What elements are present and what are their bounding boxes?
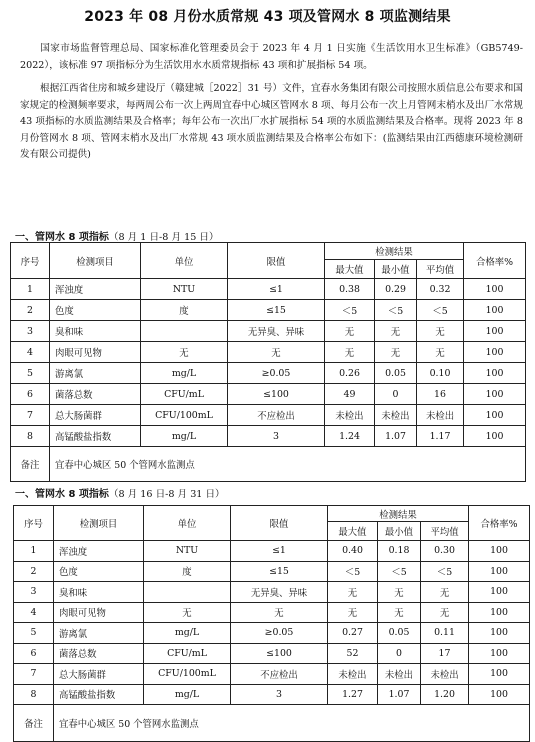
pass-rate: 100: [469, 623, 530, 644]
max-value: 52: [328, 643, 378, 664]
limit: 无: [231, 602, 328, 623]
max-value: 0.40: [328, 541, 378, 562]
max-value: 1.27: [328, 684, 378, 705]
row-no: 1: [14, 541, 54, 562]
table-row: [14, 623, 530, 644]
avg-value: 16: [417, 384, 464, 405]
header-unit: 单位: [141, 243, 228, 279]
unit: NTU: [141, 279, 228, 300]
pass-rate: 100: [469, 541, 530, 562]
limit: 无异臭、异味: [231, 582, 328, 603]
min-value: 无: [375, 342, 417, 363]
item-name: 菌落总数: [50, 384, 141, 405]
min-value: 0.29: [375, 279, 417, 300]
unit: mg/L: [141, 363, 228, 384]
min-value: 0.05: [375, 363, 417, 384]
limit: 3: [228, 426, 325, 447]
table-row: [14, 684, 530, 705]
table-2-body: [14, 541, 530, 705]
unit: NTU: [144, 541, 231, 562]
min-value: 未检出: [375, 405, 417, 426]
limit: 无异臭、异味: [228, 321, 325, 342]
min-value: ＜5: [378, 561, 421, 582]
pass-rate: 100: [469, 561, 530, 582]
table-row: [11, 426, 526, 447]
section-1-title: 一、管网水 8 项指标: [15, 232, 109, 243]
header-avg: 平均值: [421, 522, 469, 541]
unit: CFU/mL: [141, 384, 228, 405]
header-max: 最大值: [328, 522, 378, 541]
unit: [144, 582, 231, 603]
item-name: 总大肠菌群: [50, 405, 141, 426]
limit: ≤1: [228, 279, 325, 300]
row-no: 2: [11, 300, 50, 321]
min-value: 0.18: [378, 541, 421, 562]
item-name: 臭和味: [54, 582, 144, 603]
table-row: [11, 384, 526, 405]
row-no: 8: [14, 684, 54, 705]
avg-value: 无: [417, 321, 464, 342]
pass-rate: 100: [464, 300, 526, 321]
pass-rate: 100: [464, 342, 526, 363]
unit: 度: [144, 561, 231, 582]
header-rate: 合格率%: [469, 506, 530, 541]
item-name: 色度: [54, 561, 144, 582]
unit: mg/L: [141, 426, 228, 447]
table-row: [14, 541, 530, 562]
max-value: ＜5: [325, 300, 375, 321]
item-name: 臭和味: [50, 321, 141, 342]
section-1-heading: [15, 228, 219, 243]
row-no: 4: [14, 602, 54, 623]
table-row: [11, 300, 526, 321]
limit: ≤15: [228, 300, 325, 321]
remark-text: 宜春中心城区 50 个管网水监测点: [50, 447, 526, 482]
item-name: 高锰酸盐指数: [54, 684, 144, 705]
header-no: 序号: [11, 243, 50, 279]
section-1-range: （8 月 1 日-8 月 15 日）: [108, 232, 219, 243]
results-table-2: [13, 505, 530, 742]
avg-value: 0.32: [417, 279, 464, 300]
unit: mg/L: [144, 623, 231, 644]
min-value: 无: [378, 582, 421, 603]
avg-value: 无: [417, 342, 464, 363]
item-name: 浑浊度: [50, 279, 141, 300]
item-name: 菌落总数: [54, 643, 144, 664]
table-row: [14, 664, 530, 685]
row-no: 7: [14, 664, 54, 685]
limit: 无: [228, 342, 325, 363]
avg-value: 无: [421, 602, 469, 623]
row-no: 2: [14, 561, 54, 582]
table-1-body: [11, 279, 526, 447]
max-value: 未检出: [328, 664, 378, 685]
avg-value: ＜5: [421, 561, 469, 582]
row-no: 3: [14, 582, 54, 603]
max-value: 未检出: [325, 405, 375, 426]
row-no: 7: [11, 405, 50, 426]
avg-value: 1.17: [417, 426, 464, 447]
limit: ≤100: [228, 384, 325, 405]
min-value: 0: [378, 643, 421, 664]
min-value: ＜5: [375, 300, 417, 321]
intro-paragraph-2-text: 根据江西省住房和城乡建设厅（赣建城［2022］31 号）文件，宜春水务集团有限公司按照水质信息公布要求和国家规定的检测频率要求，每两周公布一次上两周宜春中心城区管网水 8 项、每月公布一次上月管网末梢水及出厂水常规 43 项指标的水质监测结果及合格率；每年公布一次出厂水扩展指标 54 项的水质监测结果及合格率。现将 2023 年 8 月份管网水 8 项、管网末梢水及出厂水常规 43 项水质监测结果及合格率公布如下：(监测结果由江西德康环境检测研发有限公司提供): [20, 83, 523, 161]
max-value: 49: [325, 384, 375, 405]
min-value: 未检出: [378, 664, 421, 685]
header-item: 检测项目: [54, 506, 144, 541]
pass-rate: 100: [464, 384, 526, 405]
max-value: 无: [325, 342, 375, 363]
header-result: 检测结果: [325, 243, 464, 260]
row-no: 4: [11, 342, 50, 363]
row-no: 5: [11, 363, 50, 384]
item-name: 游离氯: [54, 623, 144, 644]
row-no: 5: [14, 623, 54, 644]
row-no: 8: [11, 426, 50, 447]
unit: mg/L: [144, 684, 231, 705]
header-item: 检测项目: [50, 243, 141, 279]
item-name: 浑浊度: [54, 541, 144, 562]
remark-label: 备注: [11, 447, 50, 482]
remark-text: 宜春中心城区 50 个管网水监测点: [54, 705, 530, 742]
remark-label: 备注: [14, 705, 54, 742]
avg-value: ＜5: [417, 300, 464, 321]
avg-value: 1.20: [421, 684, 469, 705]
row-no: 6: [14, 643, 54, 664]
header-unit: 单位: [144, 506, 231, 541]
max-value: 0.26: [325, 363, 375, 384]
item-name: 肉眼可见物: [54, 602, 144, 623]
table-row: [11, 279, 526, 300]
unit: 度: [141, 300, 228, 321]
header-limit: 限值: [231, 506, 328, 541]
header-no: 序号: [14, 506, 54, 541]
results-table-1: [10, 242, 526, 482]
header-limit: 限值: [228, 243, 325, 279]
avg-value: 未检出: [421, 664, 469, 685]
header-max: 最大值: [325, 260, 375, 279]
header-result: 检测结果: [328, 506, 469, 522]
pass-rate: 100: [469, 602, 530, 623]
pass-rate: 100: [464, 321, 526, 342]
table-row: [14, 643, 530, 664]
limit: ≤1: [231, 541, 328, 562]
pass-rate: 100: [464, 405, 526, 426]
avg-value: 0.30: [421, 541, 469, 562]
pass-rate: 100: [464, 363, 526, 384]
max-value: 无: [325, 321, 375, 342]
page-title: 2023 年 08 月份水质常规 43 项及管网水 8 项监测结果: [84, 9, 451, 25]
row-no: 1: [11, 279, 50, 300]
item-name: 高锰酸盐指数: [50, 426, 141, 447]
section-2-range: （8 月 16 日-8 月 31 日）: [108, 489, 225, 500]
unit: CFU/100mL: [144, 664, 231, 685]
unit: 无: [144, 602, 231, 623]
table-row: [11, 405, 526, 426]
pass-rate: 100: [469, 664, 530, 685]
intro-paragraph-1: [20, 41, 523, 74]
row-no: 3: [11, 321, 50, 342]
max-value: 0.27: [328, 623, 378, 644]
intro-paragraph-2: [20, 81, 523, 164]
row-no: 6: [11, 384, 50, 405]
unit: CFU/mL: [144, 643, 231, 664]
table-row: [14, 602, 530, 623]
avg-value: 未检出: [417, 405, 464, 426]
table-row: [14, 582, 530, 603]
header-min: 最小值: [378, 522, 421, 541]
header-avg: 平均值: [417, 260, 464, 279]
pass-rate: 100: [464, 426, 526, 447]
max-value: 0.38: [325, 279, 375, 300]
limit: 不应检出: [228, 405, 325, 426]
section-2-title: 一、管网水 8 项指标: [15, 489, 109, 500]
avg-value: 17: [421, 643, 469, 664]
limit: 不应检出: [231, 664, 328, 685]
header-rate: 合格率%: [464, 243, 526, 279]
item-name: 总大肠菌群: [54, 664, 144, 685]
pass-rate: 100: [469, 582, 530, 603]
max-value: ＜5: [328, 561, 378, 582]
avg-value: 0.11: [421, 623, 469, 644]
limit: ≤100: [231, 643, 328, 664]
limit: 3: [231, 684, 328, 705]
intro-paragraph-1-text: 国家市场监督管理总局、国家标准化管理委员会于 2023 年 4 月 1 日实施《生活饮用水卫生标准》（GB5749-2022），该标准 97 项指标分为生活饮用水水质常规指标 43 项和扩展指标 54 项。: [20, 43, 523, 71]
table-row: [14, 561, 530, 582]
min-value: 1.07: [375, 426, 417, 447]
section-2-heading: [15, 485, 225, 500]
min-value: 0: [375, 384, 417, 405]
min-value: 无: [378, 602, 421, 623]
min-value: 无: [375, 321, 417, 342]
item-name: 色度: [50, 300, 141, 321]
unit: [141, 321, 228, 342]
limit: ≤15: [231, 561, 328, 582]
max-value: 无: [328, 582, 378, 603]
table-row: [11, 363, 526, 384]
min-value: 0.05: [378, 623, 421, 644]
unit: CFU/100mL: [141, 405, 228, 426]
limit: ≥0.05: [231, 623, 328, 644]
max-value: 1.24: [325, 426, 375, 447]
table-row: [11, 321, 526, 342]
item-name: 肉眼可见物: [50, 342, 141, 363]
item-name: 游离氯: [50, 363, 141, 384]
pass-rate: 100: [464, 279, 526, 300]
pass-rate: 100: [469, 643, 530, 664]
table-row: [11, 342, 526, 363]
max-value: 无: [328, 602, 378, 623]
header-min: 最小值: [375, 260, 417, 279]
avg-value: 无: [421, 582, 469, 603]
avg-value: 0.10: [417, 363, 464, 384]
unit: 无: [141, 342, 228, 363]
min-value: 1.07: [378, 684, 421, 705]
limit: ≥0.05: [228, 363, 325, 384]
pass-rate: 100: [469, 684, 530, 705]
